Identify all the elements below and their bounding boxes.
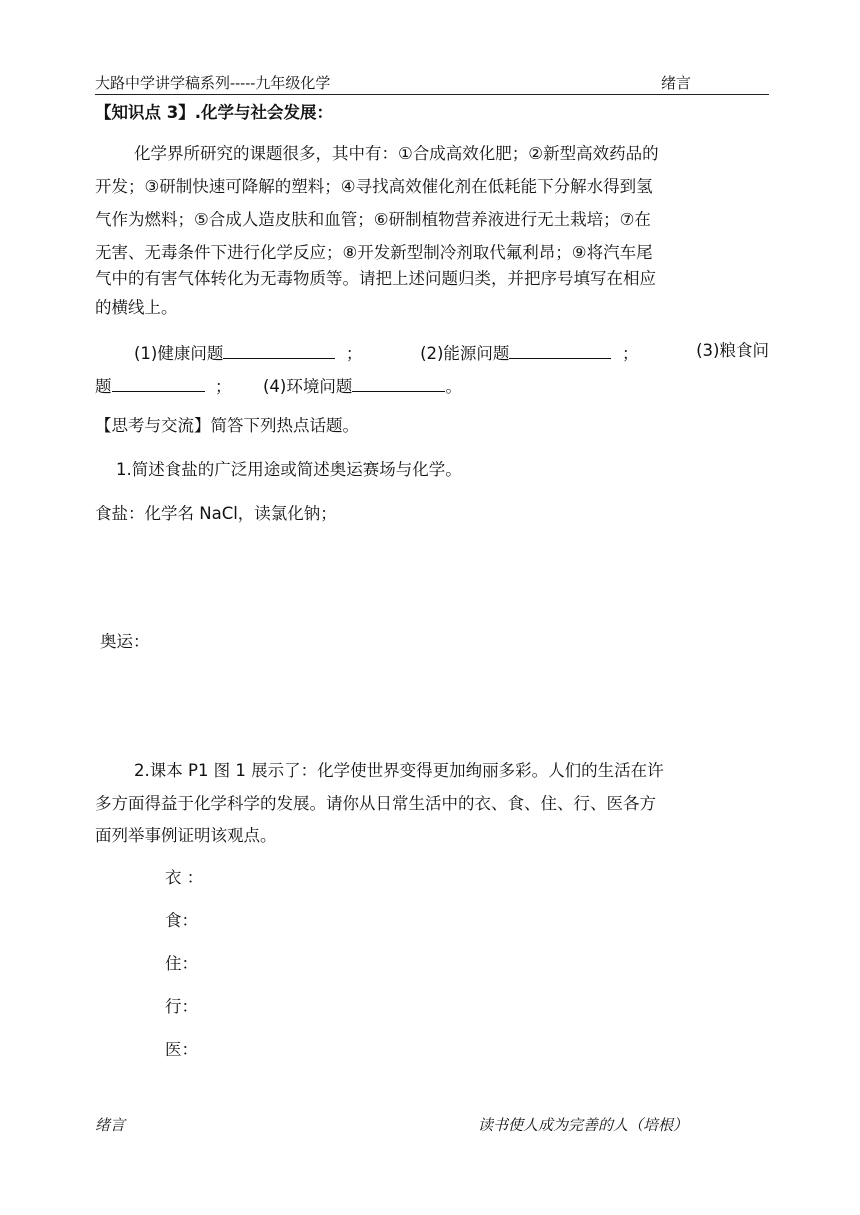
item-transport: 行： — [165, 997, 198, 1016]
question-1: 1.简述食盐的广泛用途或简述奥运赛场与化学。 — [116, 460, 462, 479]
food-label-start: (3)粮食问 — [696, 341, 769, 360]
energy-question — [420, 343, 638, 363]
fill-in-row-2 — [95, 376, 462, 396]
question-2-line: 面列举事例证明该观点。 — [95, 826, 277, 845]
salt-answer: 食盐：化学名 NaCl，读氯化钠； — [95, 504, 337, 523]
health-blank[interactable] — [223, 343, 335, 359]
item-food: 食： — [165, 911, 198, 930]
energy-label: (2)能源问题 — [420, 344, 510, 363]
footer-left: 绪言 — [95, 1116, 126, 1134]
period: 。 — [445, 377, 462, 396]
energy-blank[interactable] — [509, 343, 611, 359]
paragraph-line: 气作为燃料；⑤合成人造皮肤和血管；⑥研制植物营养液进行无土栽培；⑦在 — [95, 210, 651, 229]
page-header — [95, 70, 769, 95]
separator: ； — [345, 344, 363, 363]
separator: ； — [621, 344, 639, 363]
health-label: (1)健康问题 — [134, 344, 224, 363]
separator: ； — [215, 377, 232, 396]
footer-quote: 读书使人成为完善的人（培根） — [478, 1116, 689, 1134]
fill-in-row-1 — [134, 343, 769, 363]
paragraph-line: 化学界所研究的课题很多，其中有：①合成高效化肥；②新型高效药品的 — [134, 144, 659, 163]
paragraph-line: 的横线上。 — [95, 298, 178, 317]
item-housing: 住： — [165, 954, 198, 973]
header-chapter: 绪言 — [661, 74, 692, 92]
paragraph-line: 开发；③研制快速可降解的塑料；④寻找高效催化剂在低耗能下分解水得到氢 — [95, 177, 653, 196]
paragraph-line: 无害、无毒条件下进行化学反应；⑧开发新型制冷剂取代氟利昂；⑨将汽车尾 — [95, 243, 653, 262]
paragraph-line: 气中的有害气体转化为无毒物质等。请把上述问题归类，并把序号填写在相应 — [95, 269, 656, 288]
question-2-line: 2.课本 P1 图 1 展示了：化学使世界变得更加绚丽多彩。人们的生活在许 — [134, 761, 664, 780]
environment-label: (4)环境问题 — [262, 377, 353, 396]
food-blank[interactable] — [112, 376, 205, 392]
think-title: 【思考与交流】简答下列热点话题。 — [95, 416, 359, 435]
section-title: 【知识点 3】.化学与社会发展： — [95, 103, 333, 122]
health-question — [134, 343, 362, 363]
question-2-line: 多方面得益于化学科学的发展。请你从日常生活中的衣、食、住、行、医各方 — [95, 794, 656, 813]
food-label-end: 题 — [95, 377, 112, 396]
header-title: 大路中学讲学稿系列-----九年级化学 — [95, 74, 331, 92]
item-medicine: 医： — [165, 1040, 198, 1059]
environment-blank[interactable] — [352, 376, 445, 392]
olympic-answer: 奥运： — [100, 632, 150, 651]
item-clothing: 衣 ： — [165, 868, 204, 887]
